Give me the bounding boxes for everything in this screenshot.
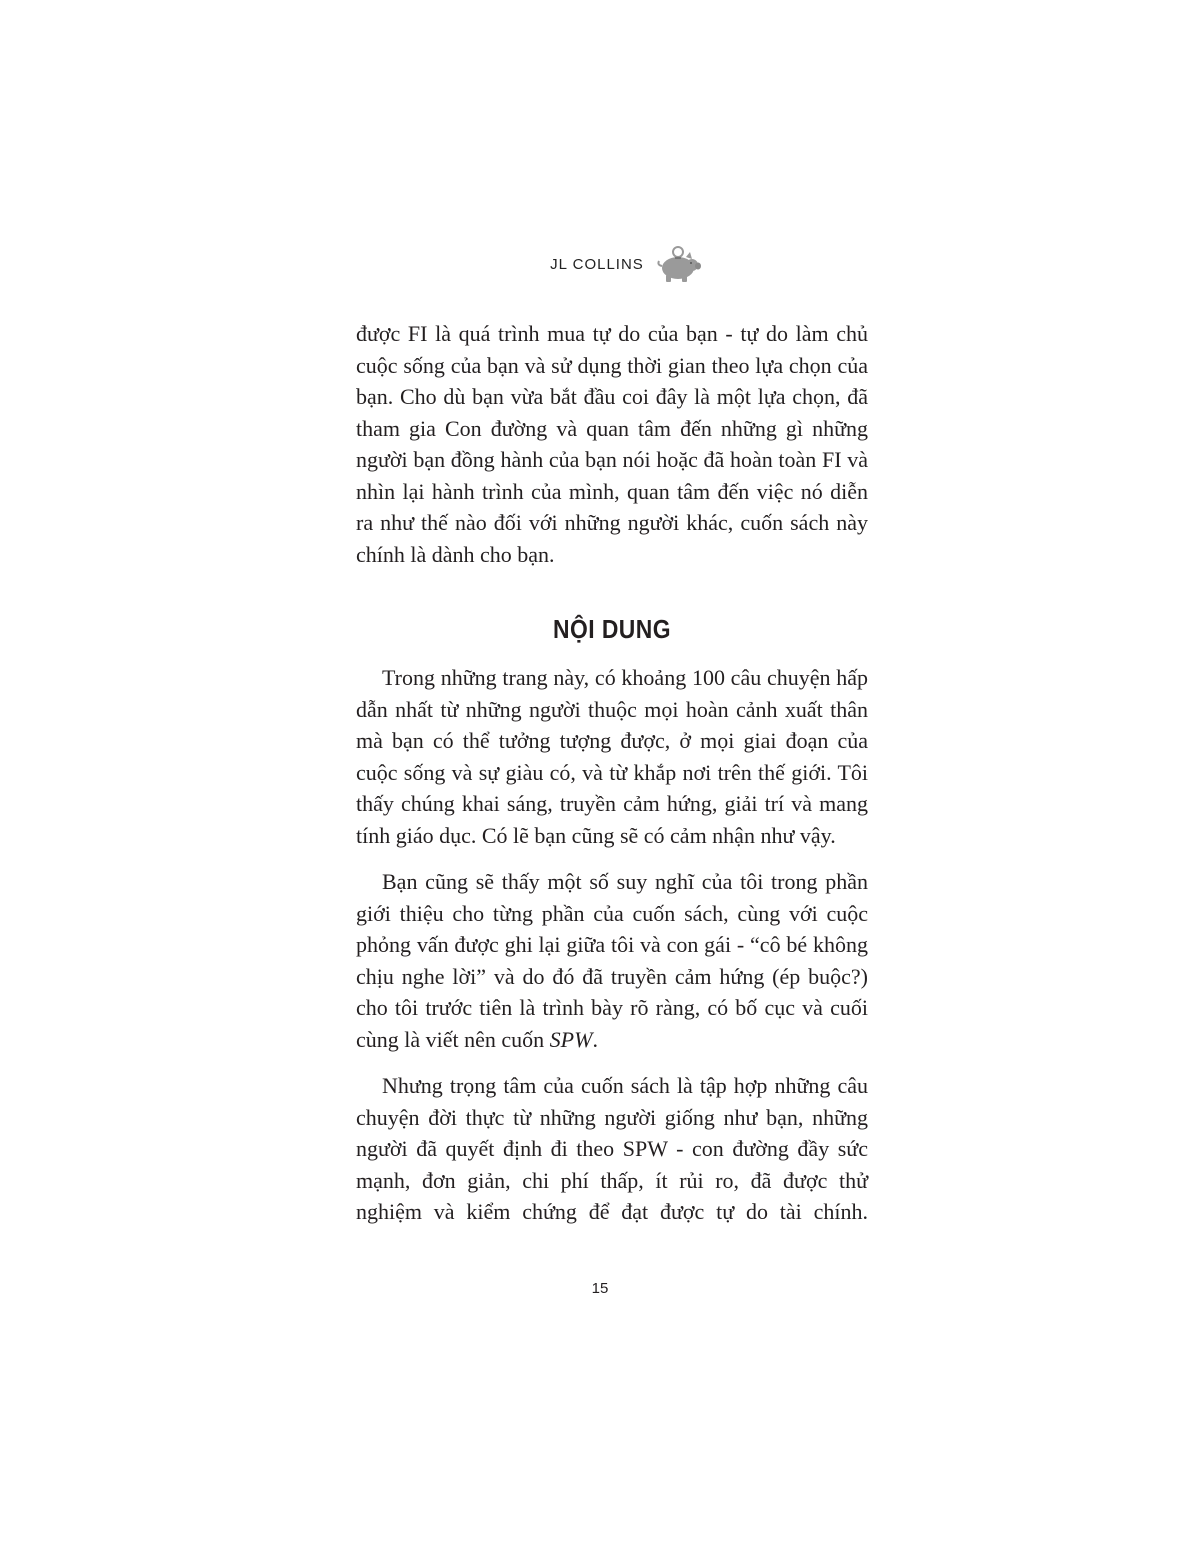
- book-title-italic: SPW: [549, 1026, 593, 1052]
- page-number: 15: [591, 1280, 609, 1297]
- section-paragraph-3: Nhưng trọng tâm của cuốn sách là tập hợp những câu chuyện đời thực từ những người giống như bạn, những người đã quyết định đi theo SPW - con đường đầy sức mạnh, đơn giản, chi phí thấp, ít rủi ro, đã được thử nghiệm và kiểm chứng để đạt được tự do tài chính.: [356, 1073, 868, 1224]
- section-text-block: [356, 662, 868, 1243]
- section-paragraph-2: [356, 866, 868, 1055]
- author-name: JL COLLINS: [550, 255, 644, 273]
- section-paragraph-1: Trong những trang này, có khoảng 100 câu chuyện hấp dẫn nhất từ những người thuộc mọi hoàn cảnh xuất thân mà bạn có thể tưởng tượng được, ở mọi giai đoạn của cuộc sống và sự giàu có, và từ khắp nơi trên thế giới. Tôi thấy chúng khai sáng, truyền cảm hứng, giải trí và mang tính giáo dục. Có lẽ bạn cũng sẽ có cảm nhận như vậy.: [356, 665, 868, 848]
- piggy-bank-icon: [656, 244, 702, 284]
- intro-paragraph: được FI là quá trình mua tự do của bạn - tự do làm chủ cuộc sống của bạn và sử dụng thời gian theo lựa chọn của bạn. Cho dù bạn vừa bắt đầu coi đây là một lựa chọn, đã tham gia Con đường và quan tâm đến những gì những người bạn đồng hành của bạn nói hoặc đã hoàn toàn FI và nhìn lại hành trình của mình, quan tâm đến việc nó diễn ra như thế nào đối với những người khác, cuốn sách này chính là dành cho bạn.: [356, 321, 868, 567]
- section-paragraph-2-text: Bạn cũng sẽ thấy một số suy nghĩ của tôi trong phần giới thiệu cho từng phần của cuốn sách, cùng với cuộc phỏng vấn được ghi lại giữa tôi và con gái - “cô bé không chịu nghe lời” và do đó đã truyền cảm hứng (ép buộc?) cho tôi trước tiên là trình bày rõ ràng, có bố cục và cuối cùng là viết nên cuốn: [356, 869, 868, 1052]
- intro-text-block: [356, 318, 868, 585]
- running-head: [0, 244, 1200, 284]
- section-paragraph-2-end: .: [592, 1026, 598, 1052]
- section-heading: NỘI DUNG: [553, 614, 671, 644]
